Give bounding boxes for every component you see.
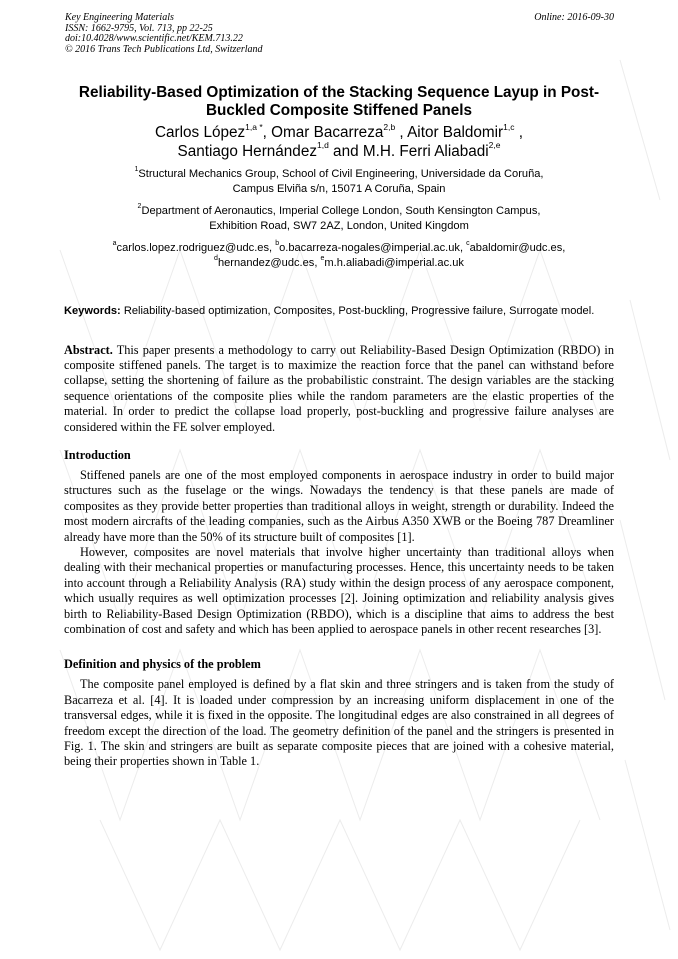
paper-content	[64, 84, 614, 770]
journal-doi: doi:10.4028/www.scientific.net/KEM.713.22	[65, 33, 243, 44]
author-name: M.H. Ferri Aliabadi	[362, 142, 489, 160]
author-sup: 1,c	[503, 121, 515, 132]
section-heading-introduction: Introduction	[64, 447, 131, 462]
paragraph: The composite panel employed is defined by a flat skin and three stringers and is taken from the study of Bacarreza et al. [4]. It is loaded under compression by an increasing uniform displacement in one of the transversal edges, while it is fixed in the opposite. The longitudinal edges are also constrained in all degrees of freedom except the direction of the load. The geometry definition of the panel and the stringers is presented in Fig. 1. The skin and stringers are built as separate composite pieces that are joined with a cohesive material, being their properties shown in Table 1.	[64, 677, 614, 769]
abstract-text: This paper presents a methodology to carry out Reliability-Based Design Optimization (RBDO) in composite stiffened panels. The target is to maximize the reaction force that the panel can withstand before collapse, setting the shortening of failure as the probabilistic constraint. The design variables are the stacking sequence orientations of the composite plies while the random parameters are the elastic properties of the material. In order to predict the collapse load properly, post-buckling and progressive failure analyses are considered within the FE solver employed.	[64, 342, 614, 434]
affiliation-sup: 1	[134, 166, 139, 174]
paper-title: Reliability-Based Optimization of the Stacking Sequence Layup in Post-Buckled Composite Stiffened Panels	[78, 84, 600, 119]
keywords-text: Reliability-based optimization, Composites, Post-buckling, Progressive failure, Surrogate model.	[123, 305, 595, 317]
email-link[interactable]: abaldomir@udc.es	[469, 242, 563, 254]
paragraph: Stiffened panels are one of the most employed components in aerospace industry in order to build major structures such as the fuselage or the wings. Nowadays the tendency is that these panels are made of composites as they provide better properties than traditional alloys in weight, strength or durability. Indeed the most modern aircrafts of the leading companies, such as the Airbus A350 XWB or the Boeing 787 Dreamliner already have more than the 50% of its structure built of composites [1].	[64, 467, 614, 544]
author-name: Santiago Hernández	[177, 142, 317, 160]
author-name: Carlos López	[155, 124, 246, 141]
online-date: Online: 2016-09-30	[534, 12, 614, 23]
affiliation-sup: 2	[137, 203, 142, 211]
author-name: Omar Bacarreza	[271, 124, 384, 141]
author-sup: 2,b	[383, 121, 396, 132]
keywords-label: Keywords:	[64, 305, 121, 317]
author-sup: 1,d	[316, 140, 329, 151]
paragraph: However, composites are novel materials that involve higher uncertainty than traditional alloys when dealing with their mechanical properties or manufacturing processes. Hence, this uncertainty needs to be taken into account through a Reliability Analysis (RA) study within the design process of any aerospace component, which usually requires as well optimization processes [2]. Joining optimization and reliability analysis gives birth to Reliability-Based Design Optimization (RBDO), which is a discipline that aims to address the best combination of cost and safety and which has been applied to aerospace panels in other recent researches [3].	[64, 544, 614, 636]
abstract	[64, 343, 614, 435]
affiliation-2: $^2$Department of Aeronautics, Imperial College London, South Kensington Campus, Exhibition Road, SW7 2AZ, London, United Kingdom	[137, 203, 541, 232]
abstract-label: Abstract.	[64, 342, 113, 357]
author-sup: 2,e	[488, 140, 501, 151]
journal-name: Key Engineering Materials	[65, 12, 174, 23]
affiliation-1: $^1$Structural Mechanics Group, School of Civil Engineering, Universidade da Coruña, Campus Elviña s/n, 15071 A Coruña, Spain	[134, 166, 544, 195]
section-heading-definition: Definition and physics of the problem	[64, 657, 261, 672]
email-link[interactable]: hernandez@udc.es	[217, 257, 315, 269]
author-name: Aitor Baldomir	[407, 124, 504, 141]
author-list: Carlos López$^{1,a *}$, Omar Bacarreza$^{2,b}$ , Aitor Baldomir$^{1,c}$ , Santiago Hernández$^{1,d}$ and M.H. Ferri Aliabadi$^{2,e}$	[155, 121, 523, 160]
keywords	[64, 304, 614, 319]
email-link[interactable]: o.bacarreza-nogales@imperial.ac.uk	[279, 242, 460, 254]
email-list: $^a$carlos.lopez.rodriguez@udc.es, $^b$o.bacarreza-nogales@imperial.ac.uk, $^c$abaldomir@udc.es, $^d$hernandez@udc.es, $^e$m.h.aliabadi@imperial.ac.uk	[112, 240, 566, 269]
author-sup: 1,a *	[245, 121, 263, 132]
journal-copyright: © 2016 Trans Tech Publications Ltd, Switzerland	[65, 43, 263, 55]
journal-header	[65, 13, 405, 55]
email-link[interactable]: m.h.aliabadi@imperial.ac.uk	[324, 257, 464, 269]
journal-issn: ISSN: 1662-9795, Vol. 713, pp 22-25	[65, 22, 213, 34]
email-link[interactable]: carlos.lopez.rodriguez@udc.es	[116, 242, 270, 254]
